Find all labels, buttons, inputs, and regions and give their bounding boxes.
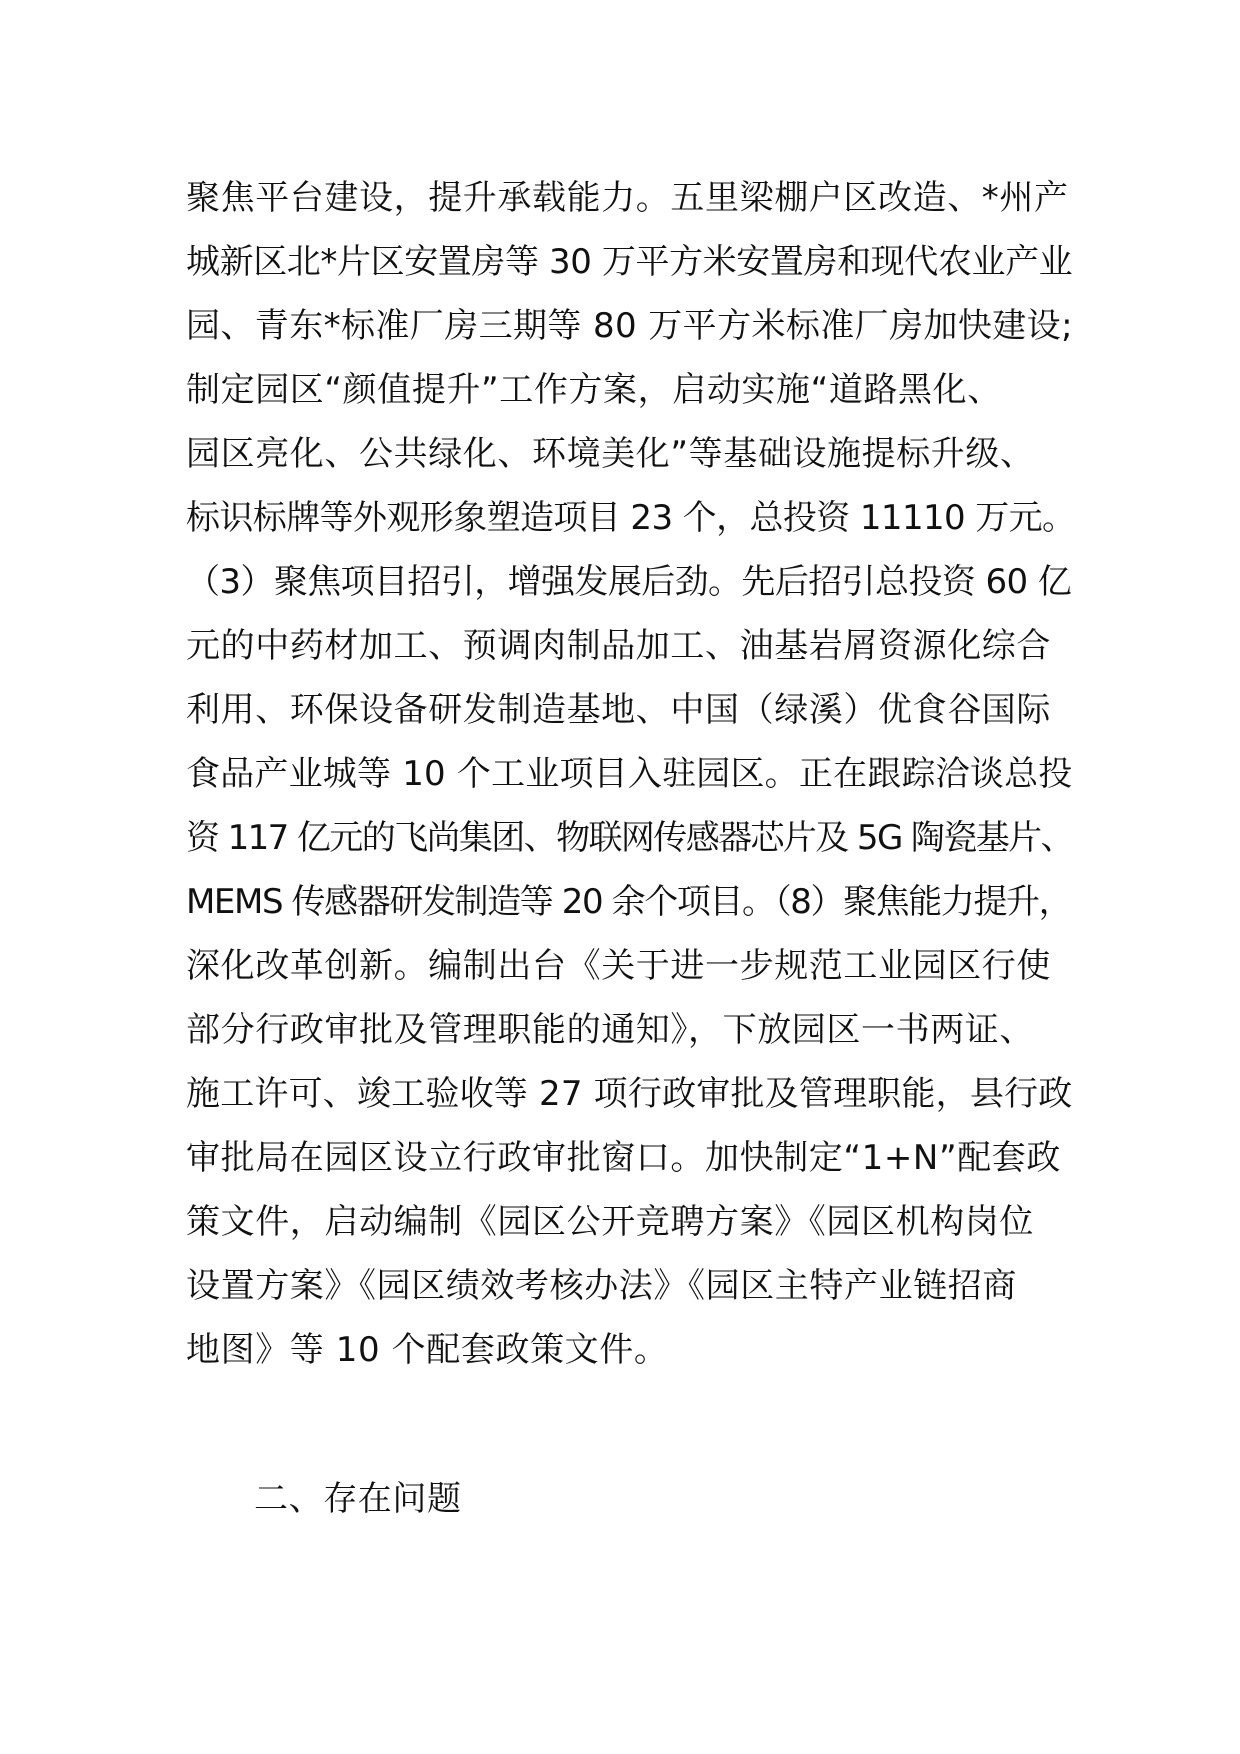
paragraph-line: 聚焦平台建设，提升承载能力。五里梁棚户区改造、*州产 bbox=[186, 178, 1069, 218]
paragraph-line: 资 117 亿元的飞尚集团、物联网传感器芯片及 5G 陶瓷基片、 bbox=[186, 818, 1073, 858]
paragraph-line: 城新区北*片区安置房等 30 万平方米安置房和现代农业产业 bbox=[186, 242, 1073, 282]
paragraph-line: 深化改革创新。编制出台《关于进一步规范工业园区行使 bbox=[186, 946, 1051, 986]
paragraph-line: 策文件，启动编制《园区公开竞聘方案》《园区机构岗位 bbox=[186, 1202, 1034, 1242]
paragraph-line: （3）聚焦项目招引，增强发展后劲。先后招引总投资 60 亿 bbox=[186, 562, 1072, 602]
paragraph-line: 地图》等 10 个配套政策文件。 bbox=[186, 1330, 669, 1370]
paragraph-line: 园、青东*标准厂房三期等 80 万平方米标准厂房加快建设; bbox=[186, 306, 1073, 346]
paragraph-line: 标识标牌等外观形象塑造项目 23 个，总投资 11110 万元。 bbox=[186, 498, 1076, 538]
paragraph-line: 部分行政审批及管理职能的通知》，下放园区一书两证、 bbox=[186, 1010, 1034, 1050]
paragraph-line: 食品产业城等 10 个工业项目入驻园区。正在跟踪洽谈总投 bbox=[186, 754, 1073, 794]
paragraph-line: 制定园区“颜值提升”工作方案，启动实施“道路黑化、 bbox=[186, 370, 1002, 410]
section-heading: 二、存在问题 bbox=[254, 1479, 462, 1519]
paragraph-line: 园区亮化、公共绿化、环境美化”等基础设施提标升级、 bbox=[186, 434, 1035, 474]
body-paragraph bbox=[186, 166, 1076, 1382]
paragraph-line: 设置方案》《园区绩效考核办法》《园区主特产业链招商 bbox=[186, 1266, 1017, 1306]
paragraph-line: 审批局在园区设立行政审批窗口。加快制定“1+N”配套政 bbox=[186, 1138, 1061, 1178]
paragraph-line: 元的中药材加工、预调肉制品加工、油基岩屑资源化综合 bbox=[186, 626, 1051, 666]
paragraph-line: 利用、环保设备研发制造基地、中国（绿溪）优食谷国际 bbox=[186, 690, 1051, 730]
paragraph-line: MEMS 传感器研发制造等 20 余个项目。（8）聚焦能力提升， bbox=[186, 882, 1072, 922]
paragraph-line: 施工许可、竣工验收等 27 项行政审批及管理职能，县行政 bbox=[186, 1074, 1073, 1114]
